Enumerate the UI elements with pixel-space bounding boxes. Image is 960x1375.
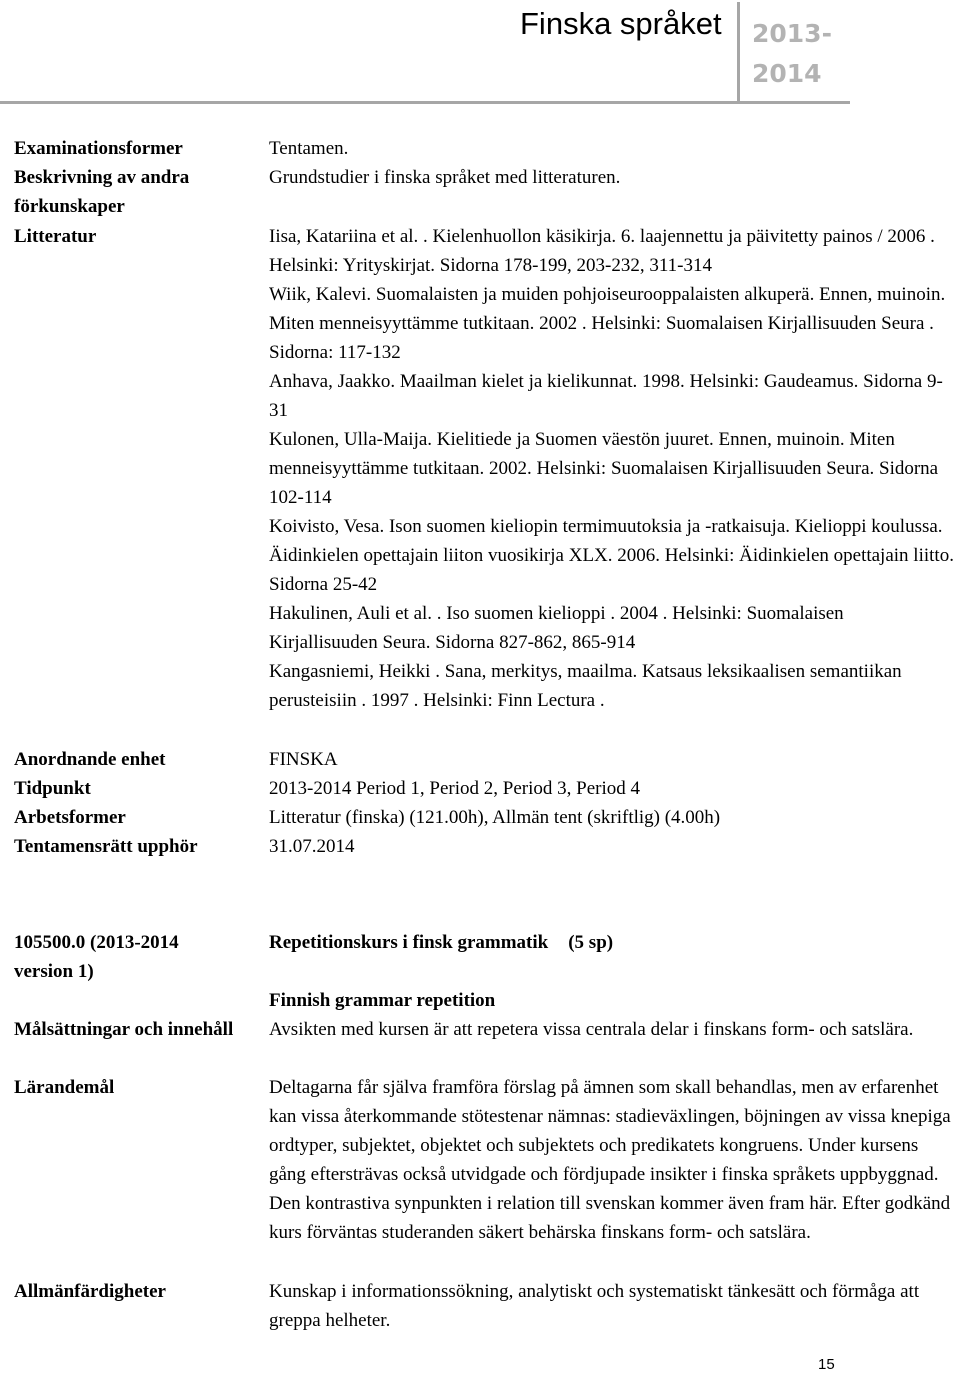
examination-label: Examinationsformer: [14, 138, 183, 159]
page-header-title: Finska språket: [520, 6, 722, 41]
outcomes-value: Deltagarna får själva framföra förslag på ämnen som skall behandlas, men av erfarenhet kan vissa återkommande stötestenar nämnas: stadieväxlingen, böjningen av vissa knepiga ordtyper, subjektet, objektet och subjektets och predikatets kongruens. Under kursens gång eftersträvas också utvidgade och fördjupade insikter i finska språkets uppbyggnad. Den kontrastiva synpunkten i relation till svenskan kommer även fram här. Efter godkänd kurs förväntas studeranden säkert behärska finskans form- och satslära.: [269, 1077, 951, 1243]
literature-list: [269, 222, 954, 715]
general-skills-value: Kunskap i informationssökning, analytiskt och systematiskt tänkesätt och förmåga att greppa helheter.: [269, 1281, 920, 1331]
course-title: Repetitionskurs i finsk grammatik: [269, 932, 549, 953]
outcomes-label: Lärandemål: [14, 1077, 115, 1098]
course-code: 105500.0 (2013-2014 version 1): [14, 932, 179, 982]
exam-right-expiry-label: Tentamensrätt upphör: [14, 836, 198, 857]
literature-item: Hakulinen, Auli et al. . Iso suomen kielioppi . 2004 . Helsinki: Suomalaisen Kirjallisuuden Seura. Sidorna 827-862, 865-914: [269, 603, 844, 653]
general-skills-label: Allmänfärdigheter: [14, 1281, 166, 1302]
time-value: 2013-2014 Period 1, Period 2, Period 3, Period 4: [269, 778, 641, 799]
literature-item: Anhava, Jaakko. Maailman kielet ja kielikunnat. 1998. Helsinki: Gaudeamus. Sidorna 9-31: [269, 371, 943, 421]
examination-value: Tentamen.: [269, 138, 349, 159]
prerequisites-label: Beskrivning av andra förkunskaper: [14, 167, 190, 217]
work-forms-value: Litteratur (finska) (121.00h), Allmän tent (skriftlig) (4.00h): [269, 807, 721, 828]
organizing-unit-label: Anordnande enhet: [14, 749, 166, 770]
course-credits: (5 sp): [568, 932, 614, 953]
page-number: 15: [818, 1356, 835, 1373]
work-forms-label: Arbetsformer: [14, 807, 126, 828]
goals-value: Avsikten med kursen är att repetera vissa centrala delar i finskans form- och satslära.: [269, 1019, 914, 1040]
literature-item: Wiik, Kalevi. Suomalaisten ja muiden pohjoiseurooppalaisten alkuperä. Ennen, muinoin. Miten menneisyyttämme tutkitaan. 2002 . Helsinki: Suomalaisen Kirjallisuuden Seura . Sidorna: 117-132: [269, 284, 946, 363]
goals-label: Målsättningar och innehåll: [14, 1019, 234, 1040]
literature-item: Kangasniemi, Heikki . Sana, merkitys, maailma. Katsaus leksikaalisen semantiikan perusteisiin . 1997 . Helsinki: Finn Lectura .: [269, 661, 902, 711]
organizing-unit-value: FINSKA: [269, 749, 338, 770]
time-label: Tidpunkt: [14, 778, 91, 799]
literature-item: Kulonen, Ulla-Maija. Kielitiede ja Suomen väestön juuret. Ennen, muinoin. Miten menneisyyttämme tutkitaan. 2002. Helsinki: Suomalaisen Kirjallisuuden Seura. Sidorna 102-114: [269, 429, 939, 508]
header-divider-horizontal: [0, 101, 850, 104]
header-year: 2013- 2014: [752, 19, 832, 88]
course-title-english: Finnish grammar repetition: [269, 990, 496, 1011]
course-title-row: [269, 928, 959, 957]
prerequisites-value: Grundstudier i finska språket med litteraturen.: [269, 167, 621, 188]
literature-label: Litteratur: [14, 226, 97, 247]
header-divider-vertical: [737, 2, 740, 102]
literature-item: Iisa, Katariina et al. . Kielenhuollon käsikirja. 6. laajennettu ja päivitetty painos / 2006 . Helsinki: Yrityskirjat. Sidorna 178-199, 203-232, 311-314: [269, 226, 935, 276]
exam-right-expiry-value: 31.07.2014: [269, 836, 355, 857]
literature-item: Koivisto, Vesa. Ison suomen kieliopin termimuutoksia ja -ratkaisuja. Kielioppi koulussa. Äidinkielen opettajain liiton vuosikirja XLX. 2006. Helsinki: Äidinkielen opettajain liitto. Sidorna 25-42: [269, 516, 954, 595]
